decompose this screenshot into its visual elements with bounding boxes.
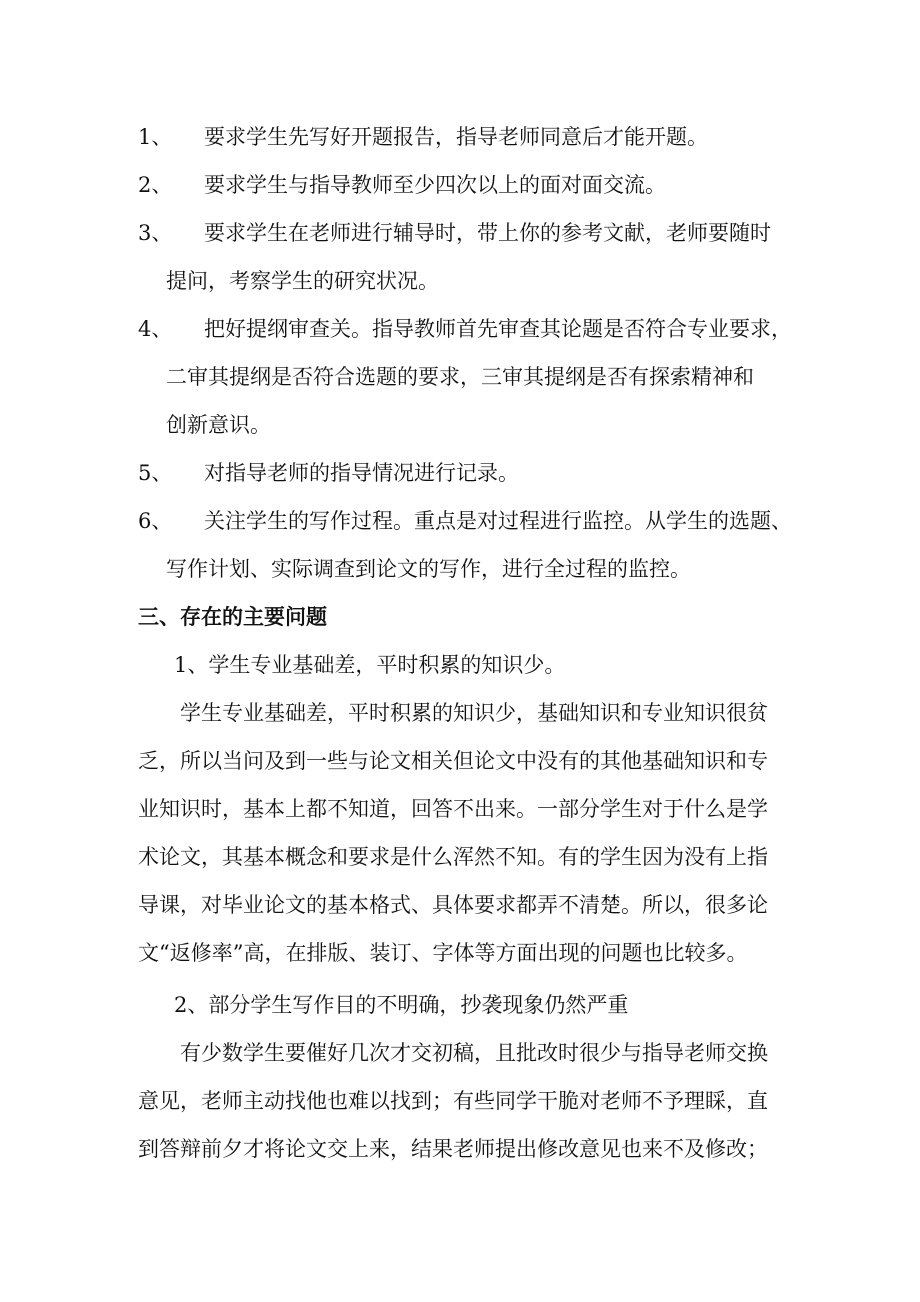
- list-item-number: 2、: [138, 173, 173, 197]
- list-item-number: 5、: [138, 461, 173, 485]
- list-item-text: 把好提纲审查关。指导教师首先审查其论题是否符合专业要求，: [204, 317, 792, 341]
- list-item-text: 要求学生先写好开题报告，指导老师同意后才能开题。: [204, 125, 708, 149]
- paragraph-line: 文“返修率”高，在排版、装订、字体等方面出现的问题也比较多。: [138, 941, 748, 965]
- list-item-text: 要求学生与指导教师至少四次以上的面对面交流。: [204, 173, 666, 197]
- paragraph-line: 乏，所以当问及到一些与论文相关但论文中没有的其他基础知识和专: [138, 749, 768, 773]
- paragraph-line: 术论文，其基本概念和要求是什么浑然不知。有的学生因为没有上指: [138, 845, 768, 869]
- list-item-text: 二审其提纲是否符合选题的要求，三审其提纲是否有探索精神和: [166, 365, 754, 389]
- problem-title: 2、部分学生写作目的不明确，抄袭现象仍然严重: [174, 993, 629, 1017]
- problem-title: 1、学生专业基础差，平时积累的知识少。: [174, 653, 566, 677]
- paragraph-line: 有少数学生要催好几次才交初稿，且批改时很少与指导老师交换: [180, 1041, 768, 1065]
- section-heading: 三、存在的主要问题: [138, 605, 327, 629]
- paragraph-line: 到答辩前夕才将论文交上来，结果老师提出修改意见也来不及修改；: [138, 1137, 768, 1161]
- list-item-number: 6、: [138, 509, 173, 533]
- list-item-number: 3、: [138, 221, 173, 245]
- list-item-number: 1、: [138, 125, 173, 149]
- list-item-text: 关注学生的写作过程。重点是对过程进行监控。从学生的选题、: [204, 509, 792, 533]
- paragraph-line: 导课，对毕业论文的基本格式、具体要求都弄不清楚。所以，很多论: [138, 893, 768, 917]
- paragraph-line: 意见，老师主动找他也难以找到；有些同学干脆对老师不予理睬，直: [138, 1089, 768, 1113]
- paragraph-line: 学生专业基础差，平时积累的知识少，基础知识和专业知识很贫: [180, 701, 768, 725]
- list-item-text: 要求学生在老师进行辅导时，带上你的参考文献，老师要随时: [204, 221, 771, 245]
- list-item-text: 写作计划、实际调查到论文的写作，进行全过程的监控。: [166, 557, 691, 581]
- paragraph-line: 业知识时，基本上都不知道，回答不出来。一部分学生对于什么是学: [138, 797, 768, 821]
- list-item-text: 提问，考察学生的研究状况。: [166, 269, 439, 293]
- list-item-number: 4、: [138, 317, 173, 341]
- list-item-text: 创新意识。: [166, 413, 271, 437]
- list-item-text: 对指导老师的指导情况进行记录。: [204, 461, 519, 485]
